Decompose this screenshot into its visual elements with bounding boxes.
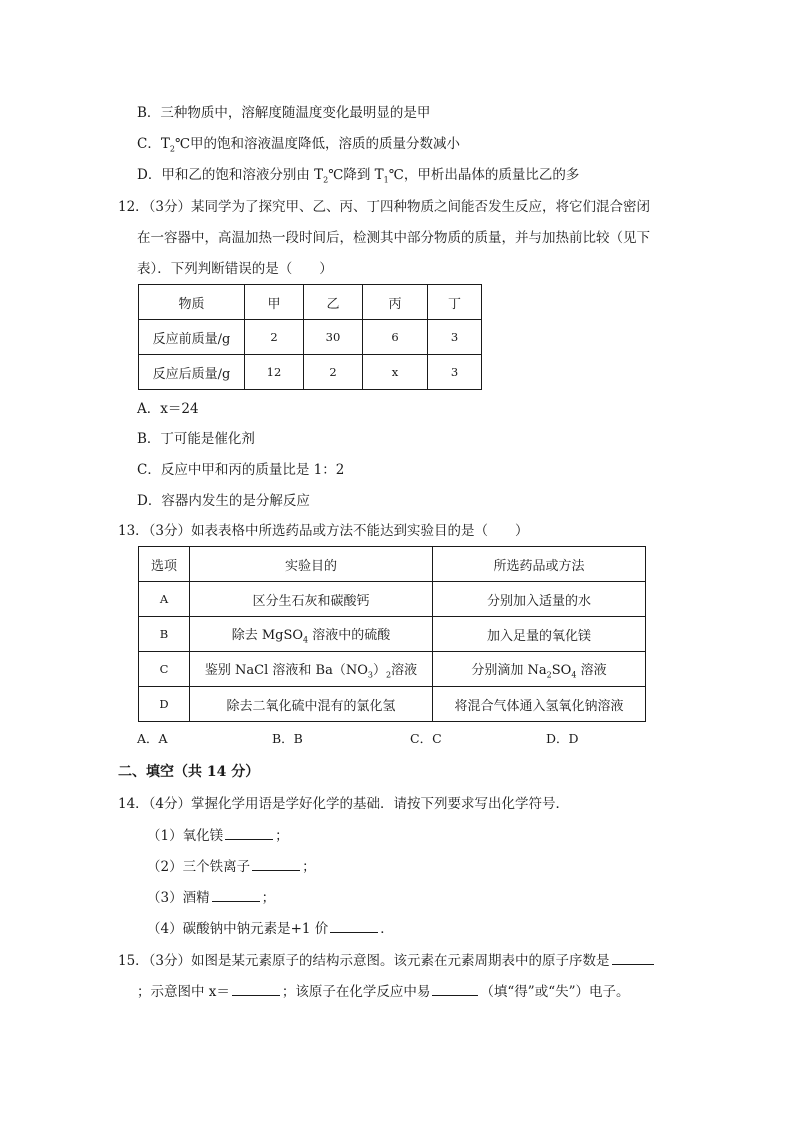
- table-cell: 2: [304, 355, 363, 390]
- table-cell: 分别滴加 $Na_2SO_4$ 溶液: [433, 652, 646, 687]
- q12-option-a: A．x＝24: [137, 401, 199, 417]
- table-row: [139, 320, 482, 355]
- q15-stem-line1: 15．（3分）如图是某元素原子的结构示意图。该元素在元素周期表中的原子序数是: [118, 950, 656, 971]
- q11-option-b: B．三种物质中，溶解度随温度变化最明显的是甲: [137, 105, 431, 121]
- section-title: 二、填空（共 14 分）: [118, 764, 260, 780]
- table-cell: 加入足量的氧化镁: [433, 617, 646, 652]
- q14-stem: 14．（4分）掌握化学用语是学好化学的基础．请按下列要求写出化学符号．: [118, 796, 570, 812]
- q12-table-header: [139, 285, 482, 320]
- table-cell: 除去 MgSO$_4$ 溶液中的硫酸: [190, 617, 433, 652]
- q13-answer-a: A．A: [137, 731, 168, 746]
- q13-stem: 13．（3分）如表表格中所选药品或方法不能达到实验目的是（ ）: [118, 523, 529, 539]
- answer-blank[interactable]: [225, 825, 273, 840]
- q12-stem-line1: 12．（3分）某同学为了探究甲、乙、丙、丁四种物质之间能否发生反应，将它们混合密闭: [118, 199, 651, 215]
- table-cell: B: [139, 617, 190, 652]
- table-row: [139, 652, 646, 687]
- q12-option-c: C．反应中甲和丙的质量比是 1：2: [137, 462, 345, 478]
- q12-option-d: D．容器内发生的是分解反应: [137, 493, 310, 509]
- q12-option-b: B．丁可能是催化剂: [137, 431, 255, 447]
- table-cell: 将混合气体通入氢氧化钠溶液: [433, 687, 646, 722]
- q12-stem-line2: 在一容器中，高温加热一段时间后，检测其中部分物质的质量，并与加热前比较（见下: [137, 230, 650, 246]
- q13-header-cell: 实验目的: [190, 547, 433, 582]
- table-cell: 区分生石灰和碳酸钙: [190, 582, 433, 617]
- table-row: [139, 617, 646, 652]
- q11-option-c: C．$T_2℃$甲的饱和溶液温度降低，溶质的质量分数减小: [137, 136, 461, 154]
- table-row: [139, 355, 482, 390]
- table-cell: 鉴别 NaCl 溶液和 $Ba(NO_3)_2$溶液: [190, 652, 433, 687]
- q13-answer-d: D．D: [546, 731, 579, 746]
- table-cell: 6: [363, 320, 428, 355]
- table-row: [139, 687, 646, 722]
- q12-stem-line3: 表）．下列判断错误的是（ ）: [137, 261, 333, 277]
- table-cell: C: [139, 652, 190, 687]
- q12-header-cell: 物质: [139, 285, 245, 320]
- table-cell: 3: [428, 355, 482, 390]
- q12-header-cell: 丙: [363, 285, 428, 320]
- table-cell: A: [139, 582, 190, 617]
- q14-item-3: （3）酒精 ；: [147, 887, 275, 908]
- table-cell: 反应前质量/g: [139, 320, 245, 355]
- table-cell: 30: [304, 320, 363, 355]
- table-cell: 分别加入适量的水: [433, 582, 646, 617]
- table-cell: x: [363, 355, 428, 390]
- table-row: [139, 582, 646, 617]
- table-cell: 12: [245, 355, 304, 390]
- q14-item-2: （2）三个铁离子 ；: [147, 856, 316, 877]
- q15-stem-line2: ；示意图中 x＝ ；该原子在化学反应中易 （填“得”或“失”）电子。: [137, 981, 630, 1002]
- q13-table: [138, 546, 646, 722]
- answer-blank[interactable]: [432, 981, 478, 996]
- q14-item-4: （4）碳酸钠中钠元素是+1 价 ．: [147, 918, 394, 939]
- q14-item-1: （1）氧化镁 ；: [147, 825, 289, 846]
- q11-option-d: D．甲和乙的饱和溶液分别由 $T_2℃$降到 $T_1℃$，甲析出晶体的质量比乙的多: [137, 167, 580, 185]
- table-cell: D: [139, 687, 190, 722]
- q13-header-cell: 选项: [139, 547, 190, 582]
- answer-blank[interactable]: [212, 887, 260, 902]
- answer-blank[interactable]: [252, 856, 300, 871]
- q13-header-cell: 所选药品或方法: [433, 547, 646, 582]
- q13-answer-b: B．B: [272, 731, 303, 746]
- table-cell: 2: [245, 320, 304, 355]
- q12-header-cell: 甲: [245, 285, 304, 320]
- answer-blank[interactable]: [612, 950, 654, 965]
- answer-blank[interactable]: [330, 918, 378, 933]
- q13-table-header: [139, 547, 646, 582]
- table-cell: 反应后质量/g: [139, 355, 245, 390]
- table-cell: 3: [428, 320, 482, 355]
- table-cell: 除去二氧化硫中混有的氯化氢: [190, 687, 433, 722]
- q12-table: [138, 284, 482, 390]
- answer-blank[interactable]: [232, 981, 280, 996]
- q13-answer-c: C．C: [410, 731, 442, 746]
- q12-header-cell: 丁: [428, 285, 482, 320]
- q12-header-cell: 乙: [304, 285, 363, 320]
